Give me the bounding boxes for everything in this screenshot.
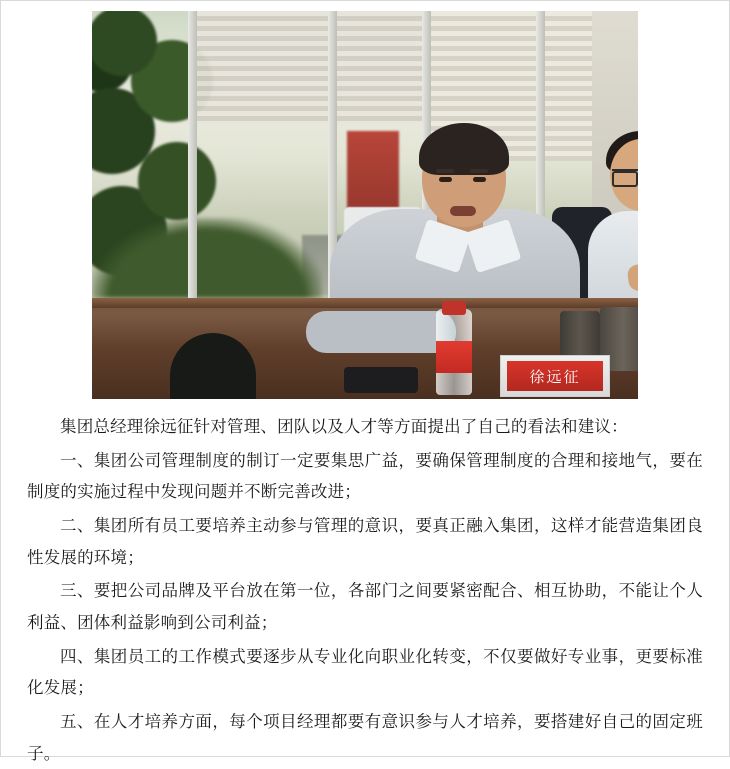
nameplate (507, 361, 603, 391)
water-bottle-cap (442, 301, 466, 315)
nameplate-stand (500, 355, 610, 397)
glasses-icon (612, 169, 638, 183)
mobile-phone (344, 367, 418, 393)
speaker-eyebrow-left (436, 169, 454, 173)
speaker-mouth (450, 206, 476, 216)
background-bush (92, 218, 322, 298)
article-body (1, 403, 729, 769)
paragraph-point-3: 三、要把公司品牌及平台放在第一位，各部门之间要紧密配合、相互协助，不能让个人利益、团体利益影响到公司利益； (27, 581, 703, 633)
table-edge (92, 298, 638, 308)
meeting-photo (92, 11, 638, 399)
speaker-eye-left (439, 177, 452, 182)
paragraph-point-2: 二、集团所有员工要培养主动参与管理的意识，要真正融入集团，这样才能营造集团良性发展的环境； (27, 516, 703, 567)
background-building (347, 131, 399, 217)
speaker-arm (306, 311, 456, 353)
window-mullion (188, 11, 197, 298)
paragraph-point-5: 五、在人才培养方面，每个项目经理都要有意识参与人才培养，要搭建好自己的固定班子。 (27, 712, 703, 763)
nameplate-text: 徐远征 (529, 367, 581, 386)
photo-scene (92, 11, 638, 399)
paragraph-intro: 集团总经理徐远征针对管理、团队以及人才等方面提出了自己的看法和建议： (60, 417, 628, 436)
paragraph-point-4: 四、集团员工的工作模式要逐步从专业化向职业化转变，不仅要做好专业事，更要标准化发展； (27, 646, 703, 698)
paragraph-point-1: 一、集团公司管理制度的制订一定要集思广益，要确保管理制度的合理和接地气，要在制度的实施过程中发现问题并不断完善改进； (27, 450, 703, 502)
speaker-eyebrow-right (470, 169, 488, 173)
water-bottle-label (436, 341, 472, 373)
speaker-eye-right (473, 177, 486, 182)
photo-container (1, 1, 729, 403)
